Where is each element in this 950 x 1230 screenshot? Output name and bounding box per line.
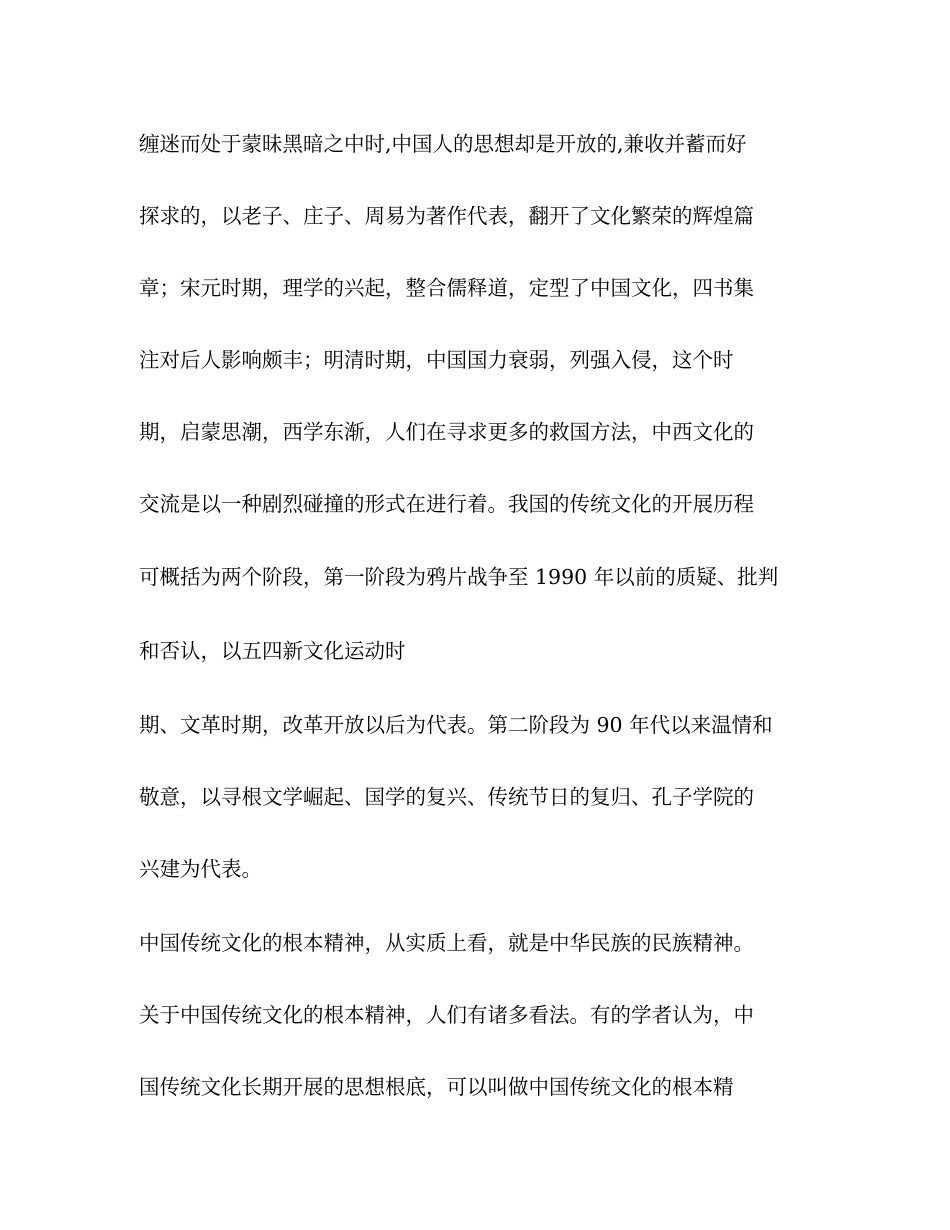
text-line: 和否认，以五四新文化运动时: [139, 639, 406, 663]
text-line: 关于中国传统文化的根本精神，人们有诸多看法。有的学者认为，中: [139, 1003, 754, 1027]
text-line: 敬意，以寻根文学崛起、国学的复兴、传统节日的复归、孔子学院的: [139, 785, 754, 809]
text-line: 中国传统文化的根本精神，从实质上看，就是中华民族的民族精神。: [139, 931, 754, 955]
text-line: 章；宋元时期，理学的兴起，整合儒释道，定型了中国文化，四书集: [139, 276, 754, 300]
text-line: 交流是以一种剧烈碰撞的形式在进行着。我国的传统文化的开展历程: [139, 492, 754, 516]
text-line: 期，启蒙思潮，西学东渐，人们在寻求更多的救国方法，中西文化的: [139, 420, 754, 444]
text-line: 国传统文化长期开展的思想根底，可以叫做中国传统文化的根本精: [139, 1075, 734, 1099]
text-line: 探求的，以老子、庄子、周易为著作代表，翻开了文化繁荣的辉煌篇: [139, 204, 754, 228]
text-line: 兴建为代表。: [139, 857, 262, 881]
text-line: 缠迷而处于蒙昧黑暗之中时,中国人的思想却是开放的,兼收并蓄而好: [139, 132, 747, 156]
text-line: 可概括为两个阶段，第一阶段为鸦片战争至 1990 年以前的质疑、批判: [139, 565, 779, 589]
text-line: 期、文革时期，改革开放以后为代表。第二阶段为 90 年代以来温情和: [139, 713, 773, 737]
text-line: 注对后人影响颇丰；明清时期，中国国力衰弱，列强入侵，这个时: [139, 348, 734, 372]
